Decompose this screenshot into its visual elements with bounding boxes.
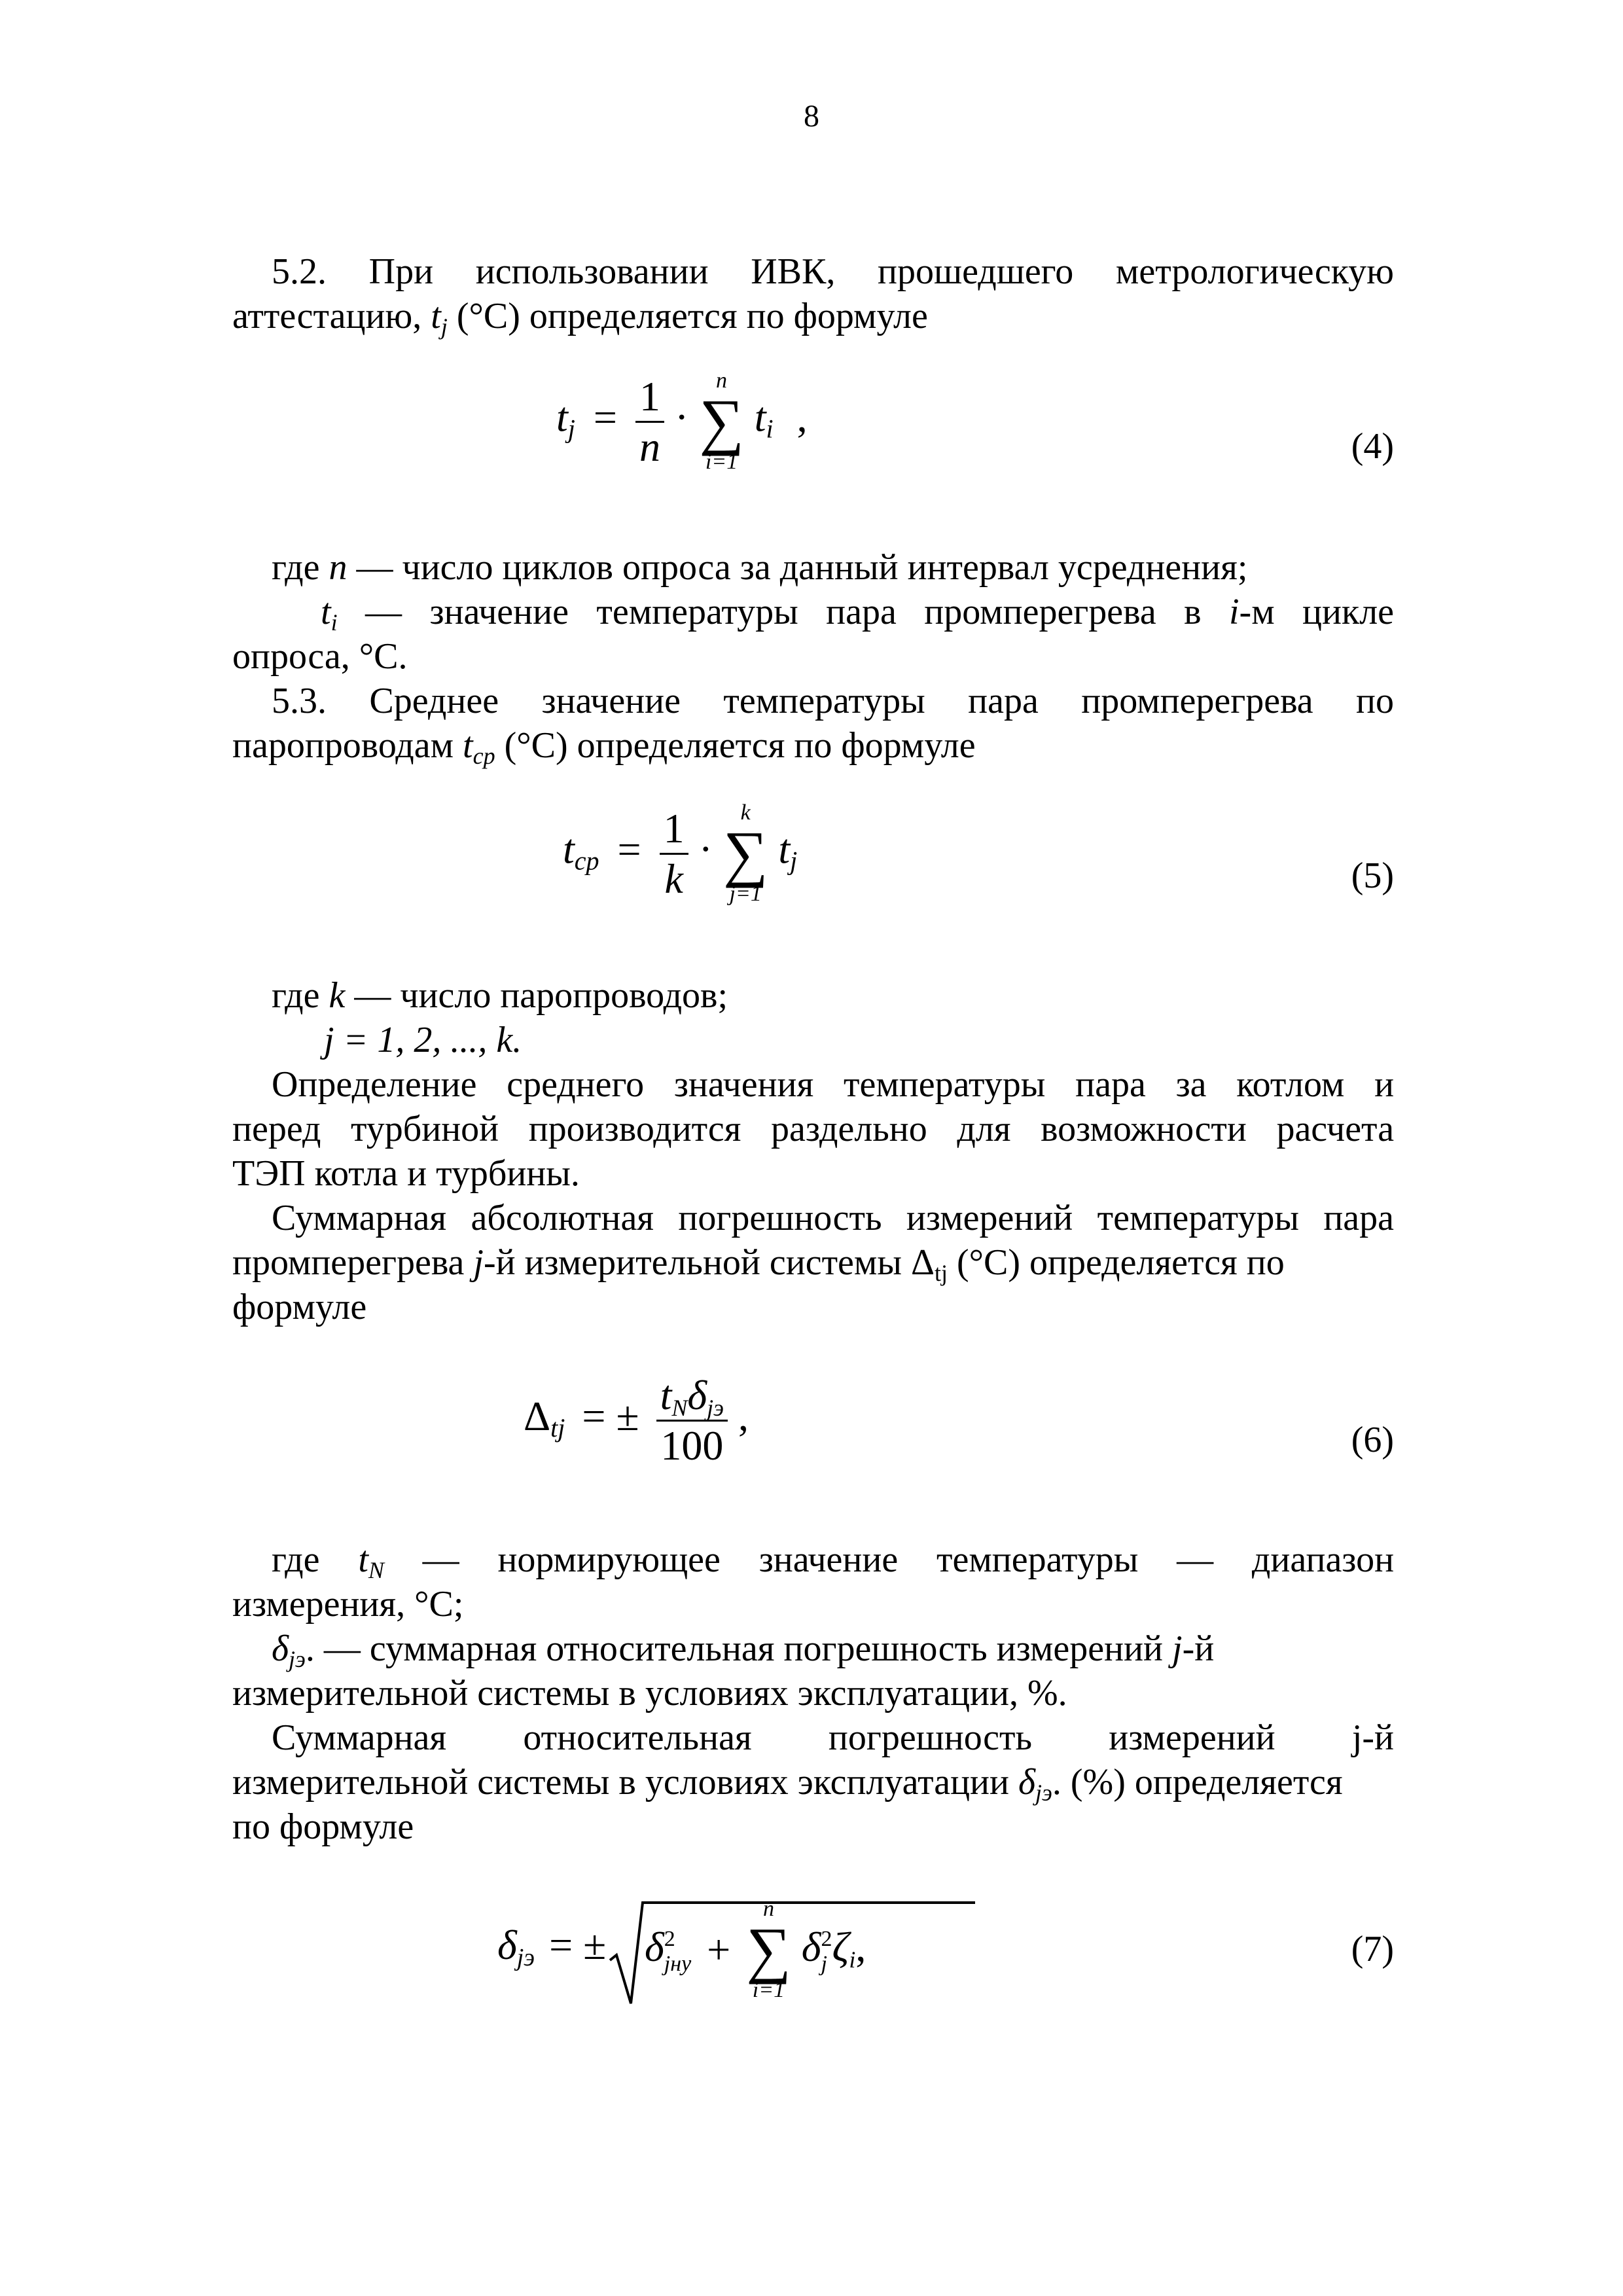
where-6-line-2: измерения, °C;	[232, 1584, 464, 1624]
text: -й	[1182, 1628, 1215, 1669]
word: и	[1374, 1064, 1395, 1105]
fraction	[656, 1371, 728, 1470]
var: δ	[645, 1924, 664, 1971]
equation-6-number: (6)	[1351, 1420, 1394, 1460]
paragraph-sum-line-3: формуле	[232, 1287, 367, 1327]
paragraph-def-line-1	[272, 1062, 1394, 1107]
text: паропроводам	[232, 725, 463, 766]
text: . — суммарная относительная погрешность измерений	[305, 1628, 1173, 1669]
sub: N	[671, 1395, 688, 1421]
sigma-icon: ∑	[746, 1914, 791, 1984]
equation-4-number: (4)	[1351, 426, 1394, 467]
tail: ,	[796, 393, 808, 440]
paragraph-rel-line-3: по формуле	[232, 1806, 414, 1847]
eq-sub: cp	[574, 846, 599, 876]
sub: j	[821, 1951, 827, 1976]
paragraph-rel-line-1	[272, 1715, 1394, 1761]
word: где	[272, 1539, 320, 1580]
tail: ,	[738, 1393, 749, 1440]
text: промперегрева	[232, 1242, 474, 1283]
sup: 2	[821, 1926, 832, 1951]
sub: jэ	[289, 1646, 306, 1672]
term: t	[778, 825, 791, 872]
var: t	[358, 1539, 368, 1580]
sum-top: k	[740, 800, 751, 825]
equation-7	[497, 1895, 866, 2006]
sum-bottom: i=1	[752, 1978, 785, 2002]
denominator: 100	[660, 1422, 724, 1469]
word: Определение	[272, 1064, 477, 1105]
word: метрологическую	[1115, 251, 1395, 292]
equation-7-number: (7)	[1351, 1929, 1394, 1969]
equation-5	[563, 802, 797, 905]
sub: N	[368, 1557, 384, 1583]
word: пара	[1323, 1198, 1394, 1238]
numerator: 1	[660, 804, 688, 855]
word: абсолютная	[471, 1198, 654, 1238]
text: -м цикле	[1239, 592, 1395, 632]
sum-bottom: i=1	[705, 450, 738, 474]
equation-5-number: (5)	[1351, 855, 1394, 896]
sub: j	[440, 314, 448, 340]
text: — значение температуры пара промперегрева в	[365, 592, 1229, 632]
word: —	[1177, 1539, 1214, 1580]
term: t	[754, 393, 766, 440]
word: для	[957, 1109, 1011, 1149]
paragraph-def-line-2	[232, 1106, 1394, 1152]
word: температуры	[844, 1064, 1046, 1105]
word: При	[368, 251, 434, 292]
where-6-line-3	[272, 1626, 1394, 1672]
word: турбиной	[351, 1109, 499, 1149]
var: t	[321, 592, 331, 632]
word: 5.3.	[272, 681, 327, 721]
summation	[746, 1898, 791, 2001]
text: — число циклов опроса за данный интервал усреднения;	[347, 547, 1248, 588]
dot: ·	[698, 825, 713, 872]
plus: +	[707, 1926, 731, 1973]
sum-top: n	[762, 1897, 774, 1921]
word: раздельно	[771, 1109, 927, 1149]
text: измерительной системы в условиях эксплуатации	[232, 1762, 1018, 1803]
word: — нормирующее	[422, 1539, 721, 1580]
sub: jэ	[707, 1395, 724, 1421]
word: производится	[528, 1109, 741, 1149]
word: по	[1356, 681, 1395, 721]
where-5-line-2	[324, 1017, 1486, 1063]
sqrt-content	[645, 1898, 866, 2001]
var: t	[660, 1372, 672, 1418]
equation-6	[524, 1371, 749, 1470]
where-4-line-1	[272, 545, 1394, 590]
eq-lhs: Δ	[524, 1393, 551, 1440]
word: относительная	[523, 1717, 752, 1758]
word: измерений	[1109, 1717, 1275, 1758]
word: Суммарная	[272, 1717, 447, 1758]
var: ζ	[832, 1924, 849, 1971]
paragraph-5-3-line-1	[272, 678, 1394, 724]
eq-sub: jэ	[516, 1944, 535, 1971]
summation	[723, 802, 768, 905]
where-5-line-1	[272, 973, 1394, 1018]
sigma-icon: ∑	[699, 386, 744, 456]
text: где	[272, 547, 329, 588]
text: (°C) определяется по	[948, 1242, 1285, 1283]
var: j	[473, 1242, 484, 1283]
term-sub: j	[790, 846, 798, 876]
word: Суммарная	[272, 1198, 447, 1238]
denominator: k	[664, 855, 683, 902]
var: δ	[1018, 1762, 1036, 1803]
sub: jэ	[1035, 1780, 1052, 1806]
where-4-line-3: опроса, °C.	[232, 636, 408, 677]
dot: ·	[675, 393, 689, 440]
word: перед	[232, 1109, 321, 1149]
word: пара	[968, 681, 1039, 721]
word: погрешность	[828, 1717, 1033, 1758]
text: (°C) определяется по формуле	[495, 725, 976, 766]
sub: i	[849, 1946, 856, 1973]
paragraph-5-2-line-2	[232, 293, 1394, 339]
var: k	[329, 975, 346, 1016]
equation-4	[556, 370, 808, 473]
var: δ	[801, 1924, 821, 1971]
word: 5.2.	[272, 251, 327, 292]
sub: cp	[473, 743, 495, 769]
eq-sign: =	[617, 825, 641, 872]
word: расчета	[1276, 1109, 1395, 1149]
word: за	[1175, 1064, 1207, 1105]
eq-lhs: t	[556, 393, 568, 440]
eq-lhs: t	[563, 825, 575, 872]
paragraph-rel-line-2	[232, 1759, 1394, 1805]
summation	[699, 370, 743, 473]
text: (°C) определяется по формуле	[447, 296, 928, 336]
text: аттестацию,	[232, 296, 431, 336]
text: . (%) определяется	[1052, 1762, 1343, 1803]
var: δ	[272, 1628, 289, 1669]
where-4-line-2	[321, 589, 1394, 635]
word: температуры	[723, 681, 925, 721]
text: -й измерительной системы Δ	[483, 1242, 935, 1283]
word: температуры	[1097, 1198, 1299, 1238]
var: δ	[687, 1372, 707, 1418]
paragraph-def-line-3: ТЭП котла и турбины.	[232, 1153, 580, 1194]
sub: tj	[934, 1260, 948, 1286]
word: использовании	[475, 251, 709, 292]
var: i	[1228, 592, 1240, 632]
numerator	[656, 1371, 728, 1422]
word: значение	[758, 1539, 899, 1580]
eq-sub: j	[567, 414, 575, 444]
var: j	[1172, 1628, 1183, 1669]
word: пара	[1075, 1064, 1146, 1105]
paragraph-5-3-line-2	[232, 723, 1394, 768]
word: промперегрева	[1081, 681, 1313, 721]
word: котлом	[1236, 1064, 1345, 1105]
text: — число паропроводов;	[345, 975, 728, 1016]
sigma-icon: ∑	[722, 818, 768, 888]
word: температуры	[936, 1539, 1139, 1580]
var: t	[431, 296, 441, 336]
word: погрешность	[678, 1198, 882, 1238]
sub: jну	[664, 1951, 692, 1976]
fraction	[660, 804, 688, 903]
numerator: 1	[635, 372, 664, 423]
eq-sign: =	[593, 393, 617, 440]
eq-lhs: δ	[497, 1922, 517, 1968]
word: ИВК,	[751, 251, 836, 292]
sum-top: n	[716, 368, 728, 393]
word: значения	[673, 1064, 814, 1105]
where-6-line-4: измерительной системы в условиях эксплуатации, %.	[232, 1673, 1067, 1713]
var: t	[463, 725, 473, 766]
word: измерений	[906, 1198, 1073, 1238]
sum-bottom: j=1	[729, 882, 762, 906]
sub: i	[330, 609, 338, 636]
word: среднего	[507, 1064, 645, 1105]
word: значение	[541, 681, 681, 721]
eq-sub: tj	[550, 1413, 565, 1443]
where-6-line-1	[272, 1537, 1394, 1583]
paragraph-sum-line-1	[272, 1195, 1394, 1241]
fraction	[635, 372, 664, 471]
denominator: n	[639, 423, 660, 470]
eq-sign: = ±	[549, 1922, 607, 1968]
eq-sign: = ±	[582, 1393, 639, 1440]
paragraph-sum-line-2	[232, 1240, 1394, 1285]
sup: 2	[664, 1926, 675, 1951]
word: прошедшего	[878, 251, 1074, 292]
text: где	[272, 975, 329, 1016]
page-number: 8	[804, 99, 819, 134]
word: диапазон	[1251, 1539, 1395, 1580]
tail: ,	[855, 1924, 866, 1971]
var: n	[329, 547, 348, 588]
word: Среднее	[369, 681, 499, 721]
text: j = 1, 2, ..., k.	[324, 1020, 522, 1060]
word: j-й	[1351, 1717, 1394, 1758]
word: возможности	[1041, 1109, 1247, 1149]
term-sub: i	[766, 414, 774, 444]
paragraph-5-2-line-1	[272, 249, 1394, 295]
